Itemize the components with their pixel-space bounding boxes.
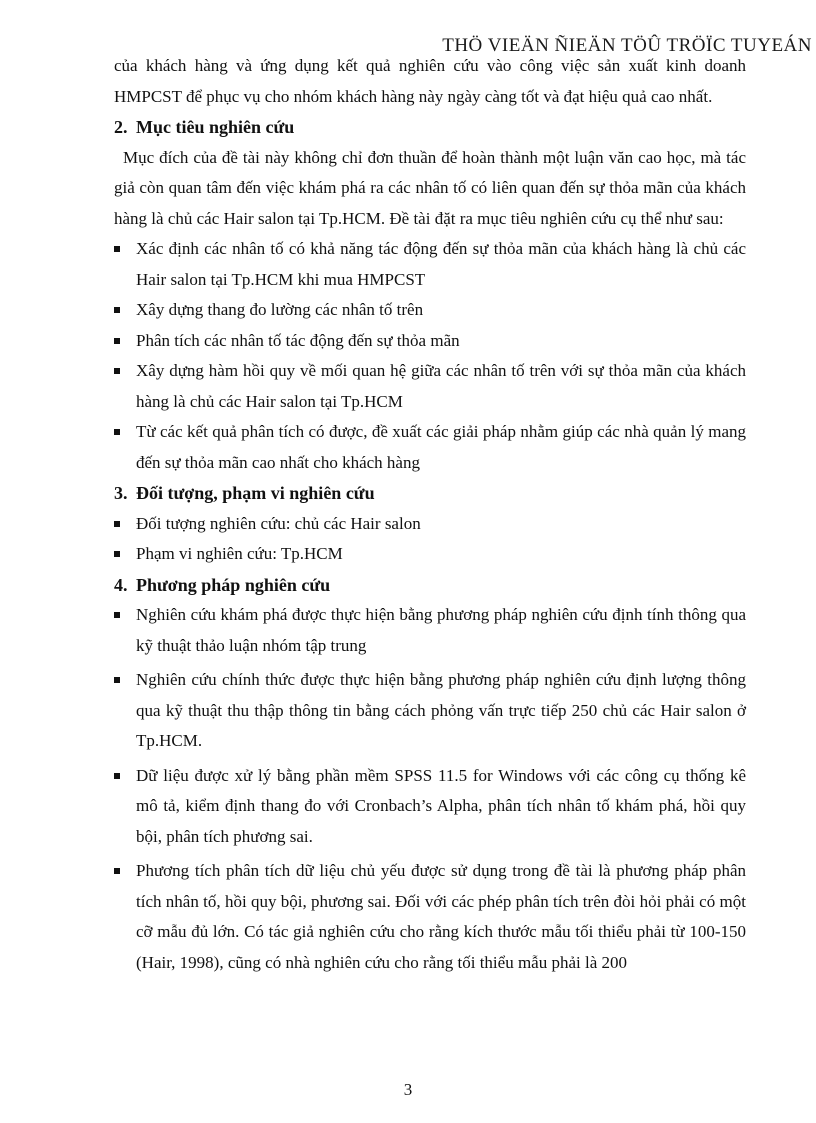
bullet-square-icon bbox=[114, 307, 120, 313]
section-2-paragraph: Mục đích của đề tài này không chỉ đơn thuần để hoàn thành một luận văn cao học, mà tác giả còn quan tâm đến việc khám phá ra các nhân tố có liên quan đến sự thỏa mãn của khách hàng là chủ các Hair salon tại Tp.HCM. Đề tài đặt ra mục tiêu nghiên cứu cụ thể như sau: bbox=[114, 147, 746, 228]
bullet-square-icon bbox=[114, 677, 120, 683]
list-item: Dữ liệu được xử lý bằng phần mềm SPSS 11.5 for Windows với các công cụ thống kê mô tả, kiểm định thang đo với Cronbach’s Alpha, phân tích nhân tố khám phá, hồi quy bội, phân tích phương sai. bbox=[114, 761, 746, 853]
list-item: Phân tích các nhân tố tác động đến sự thỏa mãn bbox=[114, 326, 746, 357]
section-3-title: Đối tượng, phạm vi nghiên cứu bbox=[136, 483, 375, 503]
list-item: Nghiên cứu chính thức được thực hiện bằng phương pháp nghiên cứu định lượng thông qua kỹ thuật thu thập thông tin bằng cách phỏng vấn trực tiếp 250 chủ các Hair salon ở Tp.HCM. bbox=[114, 665, 746, 757]
section-2-title: Mục tiêu nghiên cứu bbox=[136, 117, 295, 137]
watermark-header: THÖ VIEÄN ÑIEÄN TÖÛ TRÖÏC TUYEÁN bbox=[442, 35, 812, 56]
list-item: Xác định các nhân tố có khả năng tác động đến sự thỏa mãn của khách hàng là chủ các Hair salon tại Tp.HCM khi mua HMPCST bbox=[114, 234, 746, 295]
intro-paragraph: của khách hàng và ứng dụng kết quả nghiên cứu vào công việc sản xuất kinh doanh HMPCST để phục vụ cho nhóm khách hàng này ngày càng tốt và đạt hiệu quả cao nhất. bbox=[114, 56, 746, 106]
section-3-heading bbox=[114, 478, 746, 509]
bullet-square-icon bbox=[114, 338, 120, 344]
list-item: Đối tượng nghiên cứu: chủ các Hair salon bbox=[114, 509, 746, 540]
bullet-square-icon bbox=[114, 368, 120, 374]
section-2-bullet-list bbox=[114, 234, 746, 478]
bullet-square-icon bbox=[114, 521, 120, 527]
section-3-bullet-list bbox=[114, 509, 746, 570]
list-item: Xây dựng hàm hồi quy về mối quan hệ giữa các nhân tố trên với sự thỏa mãn của khách hàng là chủ các Hair salon tại Tp.HCM bbox=[114, 356, 746, 417]
section-4-title: Phương pháp nghiên cứu bbox=[136, 574, 331, 595]
page-number: 3 bbox=[403, 1080, 413, 1099]
list-item: Phương tích phân tích dữ liệu chủ yếu được sử dụng trong đề tài là phương pháp phân tích nhân tố, hồi quy bội, phương sai. Đối với các phép phân tích trên đòi hỏi phải có một cỡ mẫu đủ lớn. Có tác giả nghiên cứu cho rằng kích thước mẫu tối thiểu phải từ 100-150 (Hair, 1998), cũng có nhà nghiên cứu cho rằng tối thiểu mẫu phải là 200 bbox=[114, 856, 746, 978]
page-content bbox=[114, 51, 746, 978]
section-2-number: 2. bbox=[114, 117, 128, 137]
list-item: Xây dựng thang đo lường các nhân tố trên bbox=[114, 295, 746, 326]
section-4-heading bbox=[114, 570, 746, 601]
list-item: Nghiên cứu khám phá được thực hiện bằng phương pháp nghiên cứu định tính thông qua kỹ thuật thảo luận nhóm tập trung bbox=[114, 600, 746, 661]
list-item: Từ các kết quả phân tích có được, đề xuất các giải pháp nhằm giúp các nhà quản lý mang đến sự thỏa mãn cao nhất cho khách hàng bbox=[114, 417, 746, 478]
section-2-heading bbox=[114, 112, 746, 143]
bullet-square-icon bbox=[114, 429, 120, 435]
bullet-square-icon bbox=[114, 868, 120, 874]
bullet-square-icon bbox=[114, 773, 120, 779]
section-4-number: 4. bbox=[114, 574, 128, 595]
list-item: Phạm vi nghiên cứu: Tp.HCM bbox=[114, 539, 746, 570]
bullet-square-icon bbox=[114, 551, 120, 557]
section-4-bullet-list bbox=[114, 600, 746, 978]
bullet-square-icon bbox=[114, 246, 120, 252]
section-3-number: 3. bbox=[114, 483, 128, 503]
bullet-square-icon bbox=[114, 612, 120, 618]
